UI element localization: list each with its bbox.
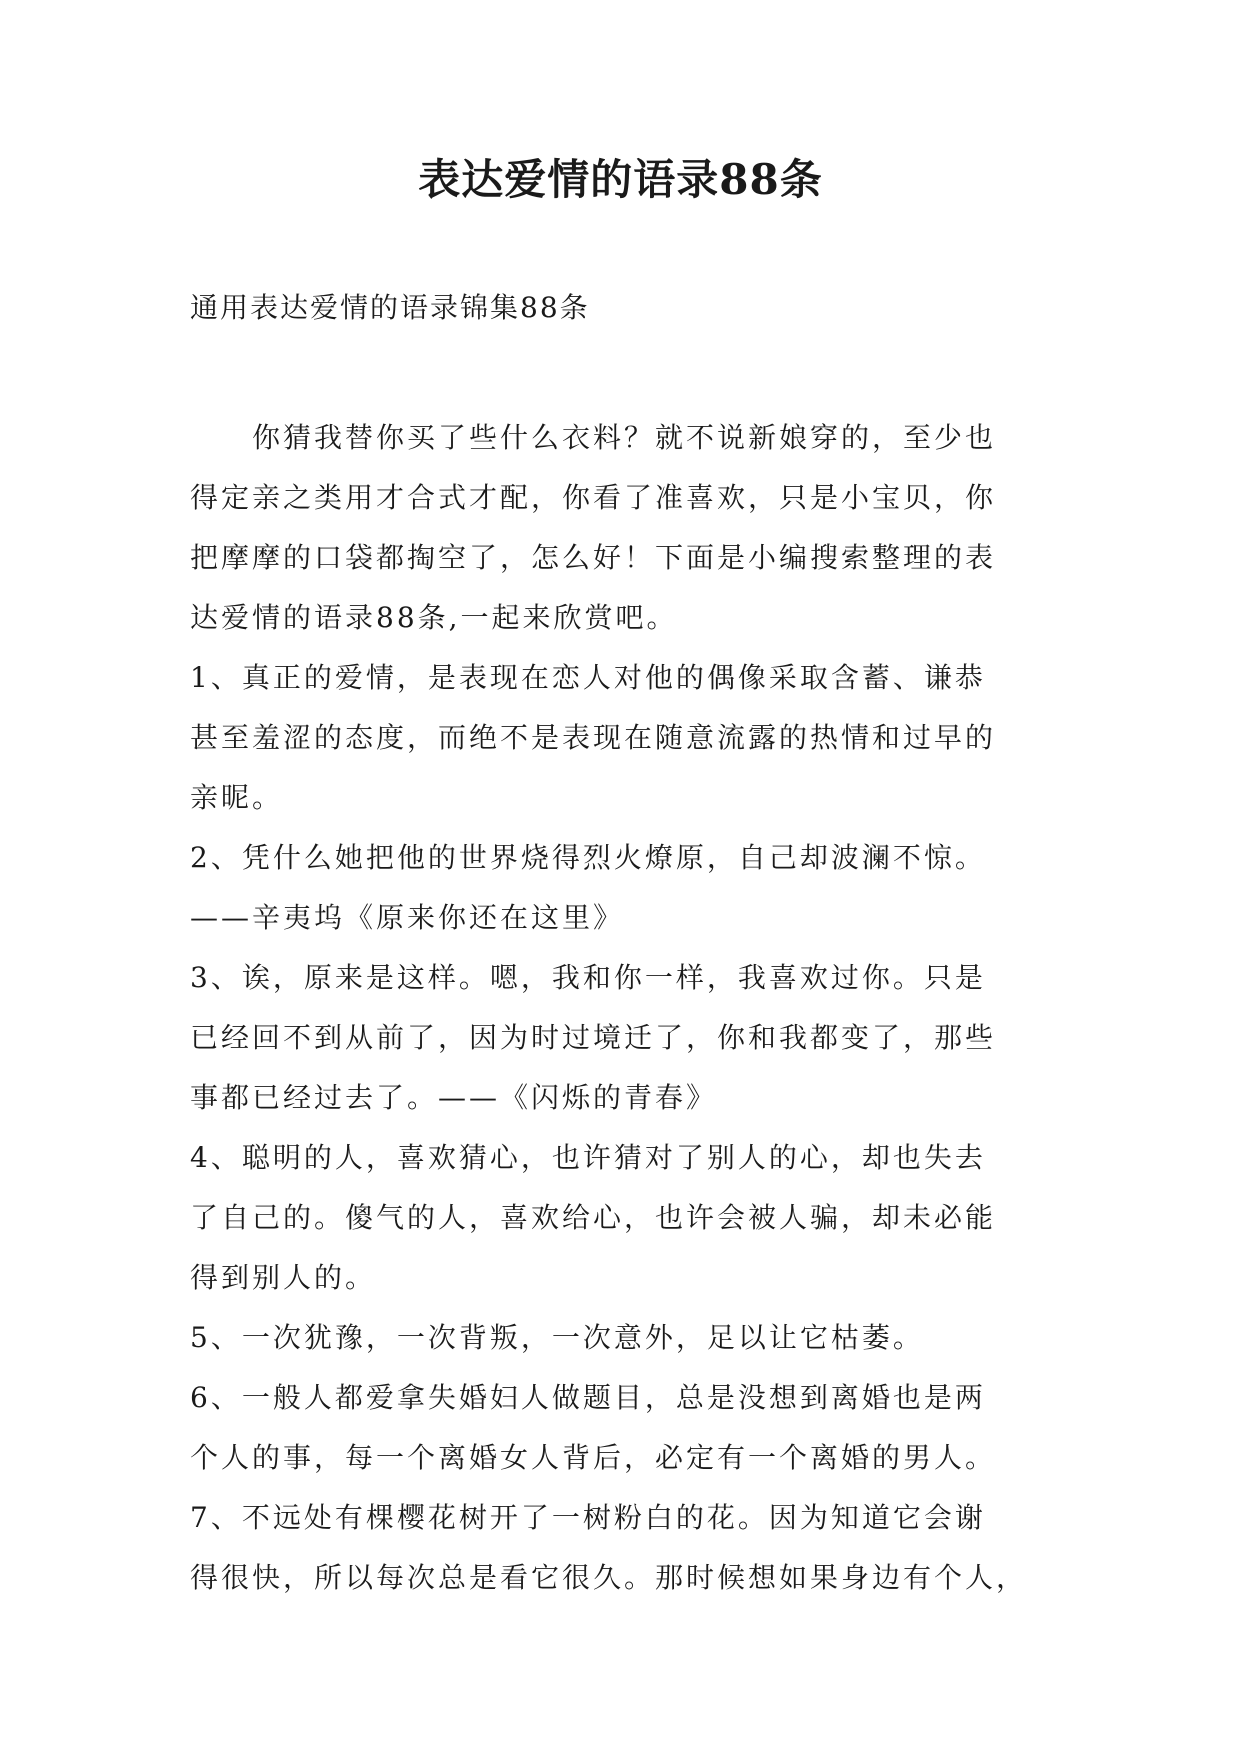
body-line: 事都已经过去了。——《闪烁的青春》 (190, 1081, 718, 1114)
body-line: 亲昵。 (190, 781, 284, 814)
body-line: 2、凭什么她把他的世界烧得烈火燎原，自己却波澜不惊。 (190, 841, 986, 874)
document-title: 表达爱情的语录88条 (418, 155, 823, 204)
body-line: 把摩摩的口袋都掏空了，怎么好！下面是小编搜索整理的表 (190, 541, 997, 574)
body-line: 7、不远处有棵樱花树开了一树粉白的花。因为知道它会谢 (190, 1501, 986, 1534)
body-line: 已经回不到从前了，因为时过境迁了，你和我都变了，那些 (190, 1021, 997, 1054)
body-line: 3、诶，原来是这样。嗯，我和你一样，我喜欢过你。只是 (190, 961, 986, 994)
body-line: 你猜我替你买了些什么衣料？就不说新娘穿的，至少也 (190, 421, 997, 454)
body-line: 了自己的。傻气的人，喜欢给心，也许会被人骗，却未必能 (190, 1201, 997, 1234)
body-line: 得定亲之类用才合式才配，你看了准喜欢，只是小宝贝，你 (190, 481, 997, 514)
document-subtitle: 通用表达爱情的语录锦集88条 (190, 291, 590, 324)
body-line: 个人的事，每一个离婚女人背后，必定有一个离婚的男人。 (190, 1441, 997, 1474)
body-line: 得很快，所以每次总是看它很久。那时候想如果身边有个人， (190, 1561, 1028, 1594)
body-line: ——辛夷坞《原来你还在这里》 (190, 901, 625, 934)
body-line: 得到别人的。 (190, 1261, 377, 1294)
body-line: 5、一次犹豫，一次背叛，一次意外，足以让它枯萎。 (190, 1321, 924, 1354)
body-line: 达爱情的语录88条,一起来欣赏吧。 (190, 601, 678, 634)
body-line: 甚至羞涩的态度，而绝不是表现在随意流露的热情和过早的 (190, 721, 997, 754)
body-line: 4、聪明的人，喜欢猜心，也许猜对了别人的心，却也失去 (190, 1141, 986, 1174)
document-body (190, 408, 1070, 1608)
body-line: 6、一般人都爱拿失婚妇人做题目，总是没想到离婚也是两 (190, 1381, 986, 1414)
body-line: 1、真正的爱情，是表现在恋人对他的偶像采取含蓄、谦恭 (190, 661, 986, 694)
